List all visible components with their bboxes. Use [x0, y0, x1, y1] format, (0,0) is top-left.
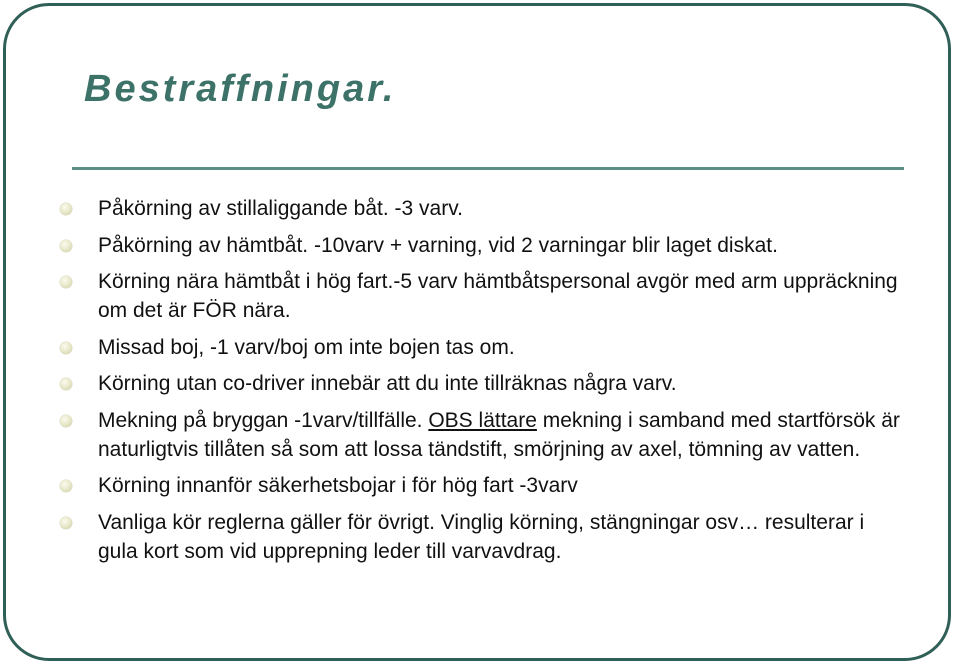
bullet-dot-icon [60, 240, 72, 252]
bullet-item [60, 508, 900, 566]
bullet-item [60, 231, 900, 260]
bullet-dot-icon [60, 415, 72, 427]
bullet-text-underlined: OBS lättare [428, 408, 537, 432]
bullet-dot-icon [60, 517, 72, 529]
bullet-dot-icon [60, 378, 72, 390]
bullet-item [60, 406, 900, 464]
bullet-text: Körning innanför säkerhetsbojar i för hög fart -3varv [98, 474, 578, 497]
bullet-list [60, 194, 900, 573]
bullet-item [60, 194, 900, 223]
bullet-item [60, 333, 900, 362]
bullet-item [60, 267, 900, 325]
bullet-dot-icon [60, 342, 72, 354]
bullet-text-before: Mekning på bryggan -1varv/tillfälle. [98, 408, 429, 432]
bullet-dot-icon [60, 203, 72, 215]
bullet-dot-icon [60, 276, 72, 288]
bullet-item [60, 471, 900, 500]
bullet-item [60, 369, 900, 398]
bullet-dot-icon [60, 480, 72, 492]
bullet-text: Vanliga kör reglerna gäller för övrigt. Vinglig körning, stängningar osv… resulterar i gula kort som vid upprepning leder till varvavdrag. [98, 510, 865, 563]
slide-title: Bestraffningar. [84, 68, 397, 110]
bullet-text: Missad boj, -1 varv/boj om inte bojen tas om. [98, 335, 515, 359]
title-divider [72, 167, 904, 170]
bullet-text: Påkörning av stillaliggande båt. -3 varv. [98, 197, 463, 220]
bullet-text: Körning nära hämtbåt i hög fart.-5 varv hämtbåtspersonal avgör med arm uppräckning om det är FÖR nära. [98, 270, 898, 322]
bullet-text: Påkörning av hämtbåt. -10varv + varning, vid 2 varningar blir laget diskat. [98, 233, 778, 257]
bullet-text: Körning utan co-driver innebär att du inte tillräknas några varv. [98, 372, 677, 395]
bullet-text-after: mekning i samband med startförsök är naturligtvis tillåten så som att lossa tändstift, smörjning av axel, tömning av vatten. [98, 408, 900, 461]
